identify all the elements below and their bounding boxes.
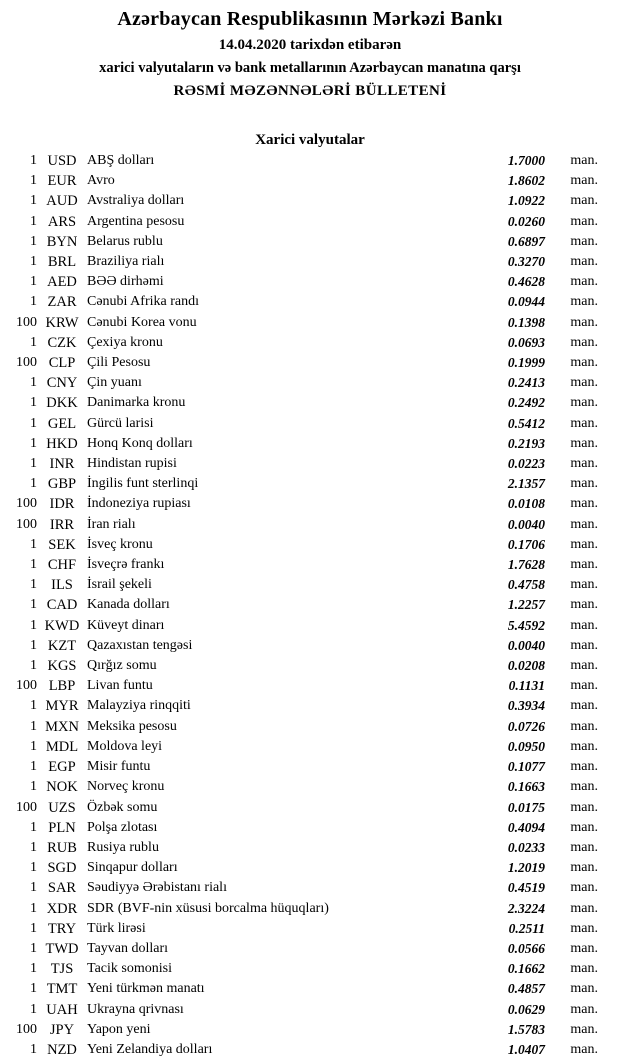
unit-label: man. (570, 860, 598, 876)
currency-quantity: 1 (30, 658, 37, 674)
rate-value: 0.3934 (507, 698, 545, 714)
unit-label: man. (570, 940, 598, 956)
currency-code: ARS (47, 213, 77, 230)
rate-row (0, 434, 620, 454)
currency-name: Cənubi Afrika randı (87, 294, 199, 310)
unit-label: man. (570, 314, 598, 330)
currency-quantity: 1 (30, 597, 37, 613)
currency-quantity: 1 (30, 536, 37, 552)
currency-code: CAD (46, 597, 78, 614)
rate-value: 0.1662 (507, 961, 545, 977)
currency-name: Çili Pesosu (87, 355, 151, 371)
unit-label: man. (570, 456, 598, 472)
rate-row (0, 1040, 620, 1060)
currency-name: Yeni Zelandiya dolları (87, 1041, 213, 1057)
rate-row (0, 959, 620, 979)
currency-code: SGD (47, 860, 77, 877)
rate-row (0, 515, 620, 535)
rate-value: 1.0922 (507, 193, 545, 209)
unit-label: man. (570, 819, 598, 835)
rate-value: 5.4592 (507, 617, 545, 633)
currency-code: INR (49, 456, 75, 473)
currency-name: Sinqapur dolları (87, 860, 178, 876)
rate-value: 0.0260 (507, 213, 545, 229)
currency-name: İsveçrə frankı (87, 557, 165, 573)
currency-quantity: 1 (30, 375, 37, 391)
rate-value: 0.0040 (507, 637, 545, 653)
currency-quantity: 100 (16, 799, 37, 815)
currency-code: IRR (49, 516, 75, 533)
currency-code: ZAR (47, 294, 77, 311)
currency-name: Tacik somonisi (87, 961, 172, 977)
currency-name: Küveyt dinarı (87, 617, 165, 633)
currency-quantity: 1 (30, 819, 37, 835)
rate-row (0, 858, 620, 878)
rate-row (0, 454, 620, 474)
currency-code: KRW (45, 314, 79, 331)
unit-label: man. (570, 678, 598, 694)
currency-code: UAH (46, 1001, 78, 1018)
unit-label: man. (570, 435, 598, 451)
currency-name: Ukrayna qrivnası (87, 1001, 184, 1017)
rate-row (0, 595, 620, 615)
currency-name: Moldova leyi (87, 738, 163, 754)
currency-code: KWD (44, 617, 80, 634)
rate-row (0, 474, 620, 494)
currency-name: Çexiya kronu (87, 334, 163, 350)
currency-quantity: 1 (30, 900, 37, 916)
rate-value: 0.3270 (507, 254, 545, 270)
currency-name: İsveç kronu (87, 536, 153, 552)
rate-row (0, 393, 620, 413)
currency-quantity: 1 (30, 1041, 37, 1057)
rate-row (0, 191, 620, 211)
rate-value: 0.0175 (507, 799, 545, 815)
currency-quantity: 1 (30, 334, 37, 350)
currency-code: TWD (45, 940, 79, 957)
unit-label: man. (570, 1001, 598, 1017)
currency-name: Meksika pesosu (87, 718, 177, 734)
unit-label: man. (570, 355, 598, 371)
currency-code: KGS (47, 658, 77, 675)
rate-row (0, 555, 620, 575)
currency-name: Danimarka kronu (87, 395, 186, 411)
rate-value: 0.0040 (507, 516, 545, 532)
currency-name: BƏƏ dirhəmi (87, 274, 164, 290)
currency-quantity: 1 (30, 1001, 37, 1017)
currency-name: İngilis funt sterlinqi (87, 476, 199, 492)
currency-code: MDL (45, 738, 79, 755)
currency-code: JPY (49, 1021, 75, 1038)
currency-name: Livan funtu (87, 678, 153, 694)
currency-code: NZD (47, 1041, 77, 1058)
rate-row (0, 1020, 620, 1040)
currency-quantity: 1 (30, 193, 37, 209)
unit-label: man. (570, 759, 598, 775)
unit-label: man. (570, 617, 598, 633)
currency-code: BYN (46, 233, 78, 250)
currency-code: MYR (45, 698, 79, 715)
rate-value: 0.1131 (508, 678, 545, 694)
unit-label: man. (570, 738, 598, 754)
currency-code: GEL (47, 415, 77, 432)
rate-row (0, 535, 620, 555)
currency-name: Yeni türkmən manatı (87, 981, 205, 997)
rate-row (0, 171, 620, 191)
rate-row (0, 636, 620, 656)
currency-quantity: 1 (30, 435, 37, 451)
currency-name: Türk lirəsi (87, 920, 146, 936)
currency-code: CLP (48, 355, 76, 372)
rate-value: 0.4758 (507, 577, 545, 593)
unit-label: man. (570, 516, 598, 532)
rate-value: 0.1706 (507, 536, 545, 552)
currency-name: Kanada dolları (87, 597, 170, 613)
rate-value: 0.6897 (507, 233, 545, 249)
currency-code: RUB (47, 839, 77, 856)
currency-quantity: 100 (16, 314, 37, 330)
rate-row (0, 696, 620, 716)
unit-label: man. (570, 577, 598, 593)
currency-quantity: 1 (30, 476, 37, 492)
rate-row (0, 616, 620, 636)
rate-row (0, 414, 620, 434)
unit-label: man. (570, 718, 598, 734)
rate-value: 0.5412 (507, 415, 545, 431)
rate-value: 1.2257 (507, 597, 545, 613)
currency-name: Tayvan dolları (87, 940, 169, 956)
unit-label: man. (570, 415, 598, 431)
currency-quantity: 1 (30, 153, 37, 168)
rate-row (0, 252, 620, 272)
effective-date-line: 14.04.2020 tarixdən etibarən (218, 37, 402, 53)
rate-value: 1.8602 (507, 173, 545, 189)
currency-code: BRL (47, 254, 77, 271)
rate-value: 0.2413 (507, 375, 545, 391)
rate-value: 0.4094 (507, 819, 545, 835)
rate-value: 0.0233 (507, 839, 545, 855)
rate-value: 0.0629 (507, 1001, 545, 1017)
currency-name: Avstraliya dolları (87, 193, 185, 209)
unit-label: man. (570, 880, 598, 896)
rate-row (0, 878, 620, 898)
currency-name: Hindistan rupisi (87, 456, 177, 472)
unit-label: man. (570, 557, 598, 573)
currency-quantity: 1 (30, 254, 37, 270)
currency-quantity: 1 (30, 880, 37, 896)
rate-row (0, 1000, 620, 1020)
rate-value: 2.1357 (507, 476, 545, 492)
rate-row (0, 333, 620, 353)
unit-label: man. (570, 839, 598, 855)
bank-name-title: Azərbaycan Respublikasının Mərkəzi Bankı (117, 8, 503, 30)
currency-name: Braziliya rialı (87, 254, 165, 270)
currency-quantity: 1 (30, 294, 37, 310)
rate-value: 0.2193 (507, 435, 545, 451)
currency-code: UZS (48, 799, 76, 816)
rate-row (0, 151, 620, 171)
currency-code: DKK (46, 395, 78, 412)
unit-label: man. (570, 213, 598, 229)
unit-label: man. (570, 496, 598, 512)
currency-name: Misir funtu (87, 759, 151, 775)
rate-value: 0.1999 (507, 355, 545, 371)
rate-value: 1.7628 (507, 557, 545, 573)
rate-row (0, 757, 620, 777)
rate-value: 0.1663 (507, 779, 545, 795)
currency-code: AUD (46, 193, 78, 210)
currency-quantity: 1 (30, 274, 37, 290)
bulletin-title: RƏSMİ MƏZƏNNƏLƏRİ BÜLLETENİ (173, 83, 447, 99)
currency-quantity: 1 (30, 557, 37, 573)
currency-quantity: 1 (30, 415, 37, 431)
unit-label: man. (570, 375, 598, 391)
currency-code: EUR (47, 173, 77, 190)
rate-value: 0.0108 (507, 496, 545, 512)
currency-quantity: 1 (30, 577, 37, 593)
rate-row (0, 212, 620, 232)
unit-label: man. (570, 294, 598, 310)
currency-quantity: 1 (30, 961, 37, 977)
currency-quantity: 1 (30, 738, 37, 754)
unit-label: man. (570, 233, 598, 249)
currency-code: MXN (45, 718, 79, 735)
currency-name: Çin yuanı (87, 375, 142, 391)
rate-row (0, 292, 620, 312)
currency-code: NOK (46, 779, 78, 796)
currency-code: GBP (47, 476, 77, 493)
currency-name: Honq Konq dolları (87, 435, 193, 451)
unit-label: man. (570, 799, 598, 815)
currency-name: SDR (BVF-nin xüsusi borcalma hüquqları) (87, 900, 329, 916)
unit-label: man. (570, 597, 598, 613)
rate-value: 0.0693 (507, 334, 545, 350)
currency-quantity: 100 (16, 496, 37, 512)
currency-quantity: 1 (30, 860, 37, 876)
currency-code: TRY (47, 920, 77, 937)
unit-label: man. (570, 395, 598, 411)
rate-value: 0.0950 (507, 738, 545, 754)
rate-row (0, 818, 620, 838)
currency-code: CHF (47, 557, 77, 574)
currency-code: AED (47, 274, 77, 291)
rate-value: 0.4857 (507, 981, 545, 997)
currency-code: USD (47, 153, 77, 169)
currency-code: CNY (46, 375, 78, 392)
rate-row (0, 353, 620, 373)
rate-value: 0.0726 (507, 718, 545, 734)
currency-name: Yapon yeni (87, 1021, 151, 1037)
unit-label: man. (570, 193, 598, 209)
currency-quantity: 1 (30, 213, 37, 229)
currency-name: Belarus rublu (87, 233, 163, 249)
currency-quantity: 1 (30, 779, 37, 795)
currency-quantity: 1 (30, 940, 37, 956)
unit-label: man. (570, 536, 598, 552)
currency-name: Cənubi Korea vonu (87, 314, 197, 330)
rate-row (0, 272, 620, 292)
rate-row (0, 919, 620, 939)
unit-label: man. (570, 779, 598, 795)
currency-code: HKD (46, 435, 78, 452)
currency-quantity: 1 (30, 698, 37, 714)
currency-code: CZK (47, 334, 77, 351)
currency-name: İsrail şekeli (87, 577, 152, 593)
currency-name: Polşa zlotası (87, 819, 158, 835)
currency-name: Avro (87, 173, 115, 189)
currency-code: TMT (46, 981, 78, 998)
subject-line: xarici valyutaların və bank metallarının Azərbaycan manatına qarşı (99, 60, 521, 76)
unit-label: man. (570, 1041, 598, 1057)
currency-code: SEK (48, 536, 76, 553)
currency-name: Rusiya rublu (87, 839, 159, 855)
rate-value: 0.0944 (507, 294, 545, 310)
unit-label: man. (570, 334, 598, 350)
currency-quantity: 1 (30, 637, 37, 653)
rate-row (0, 313, 620, 333)
currency-code: KZT (47, 637, 77, 654)
rate-row (0, 979, 620, 999)
rate-row (0, 939, 620, 959)
rate-row (0, 656, 620, 676)
rate-value: 0.0223 (507, 456, 545, 472)
unit-label: man. (570, 961, 598, 977)
rate-row (0, 838, 620, 858)
rate-value: 1.5783 (507, 1021, 545, 1037)
currency-code: PLN (48, 819, 76, 836)
currency-quantity: 100 (16, 516, 37, 532)
rate-row (0, 373, 620, 393)
currency-name: Özbək somu (87, 799, 158, 815)
currency-quantity: 1 (30, 759, 37, 775)
unit-label: man. (570, 658, 598, 674)
unit-label: man. (570, 173, 598, 189)
currency-name: İran rialı (87, 516, 136, 532)
rate-value: 0.4628 (507, 274, 545, 290)
rate-value: 0.0566 (507, 940, 545, 956)
currency-name: Argentina pesosu (87, 213, 185, 229)
rate-row (0, 777, 620, 797)
currency-quantity: 1 (30, 617, 37, 633)
currency-name: Qazaxıstan tengəsi (87, 637, 193, 653)
currency-quantity: 100 (16, 678, 37, 694)
currency-code: TJS (50, 961, 74, 978)
rate-value: 2.3224 (507, 900, 545, 916)
currency-code: LBP (48, 678, 76, 695)
currency-name: ABŞ dolları (87, 153, 155, 168)
rate-value: 0.1398 (507, 314, 545, 330)
rate-row (0, 717, 620, 737)
rate-row (0, 737, 620, 757)
section-title-foreign-currencies: Xarici valyutalar (255, 132, 365, 148)
currency-quantity: 1 (30, 395, 37, 411)
rate-value: 1.2019 (507, 860, 545, 876)
unit-label: man. (570, 153, 598, 168)
rate-value: 0.2492 (507, 395, 545, 411)
rate-row (0, 494, 620, 514)
currency-quantity: 100 (16, 355, 37, 371)
currency-name: Malayziya rinqqiti (87, 698, 191, 714)
rate-value: 0.1077 (507, 759, 545, 775)
currency-code: EGP (48, 759, 76, 776)
rate-value: 0.0208 (507, 658, 545, 674)
currency-name: İndoneziya rupiası (87, 496, 191, 512)
rate-row (0, 676, 620, 696)
currency-name: Qırğız somu (87, 658, 157, 674)
rate-value: 0.2511 (508, 920, 545, 936)
currency-quantity: 100 (16, 1021, 37, 1037)
unit-label: man. (570, 920, 598, 936)
currency-quantity: 1 (30, 920, 37, 936)
currency-code: XDR (46, 900, 78, 917)
unit-label: man. (570, 254, 598, 270)
currency-quantity: 1 (30, 718, 37, 734)
unit-label: man. (570, 1021, 598, 1037)
currency-code: SAR (47, 880, 77, 897)
currency-quantity: 1 (30, 839, 37, 855)
currency-name: Səudiyyə Ərəbistanı rialı (87, 880, 227, 896)
unit-label: man. (570, 698, 598, 714)
currency-quantity: 1 (30, 981, 37, 997)
unit-label: man. (570, 476, 598, 492)
unit-label: man. (570, 900, 598, 916)
currency-name: Gürcü larisi (87, 415, 154, 431)
unit-label: man. (570, 981, 598, 997)
currency-quantity: 1 (30, 173, 37, 189)
exchange-rates-table (0, 151, 620, 1060)
rate-value: 0.4519 (507, 880, 545, 896)
rate-value: 1.0407 (507, 1041, 545, 1057)
rate-row (0, 798, 620, 818)
rate-row (0, 575, 620, 595)
currency-quantity: 1 (30, 233, 37, 249)
unit-label: man. (570, 274, 598, 290)
rate-value: 1.7000 (507, 153, 545, 168)
currency-name: Norveç kronu (87, 779, 165, 795)
currency-code: ILS (51, 577, 73, 594)
currency-quantity: 1 (30, 456, 37, 472)
currency-code: IDR (49, 496, 75, 513)
unit-label: man. (570, 637, 598, 653)
document-header (0, 0, 620, 100)
rate-row (0, 232, 620, 252)
rate-row (0, 899, 620, 919)
